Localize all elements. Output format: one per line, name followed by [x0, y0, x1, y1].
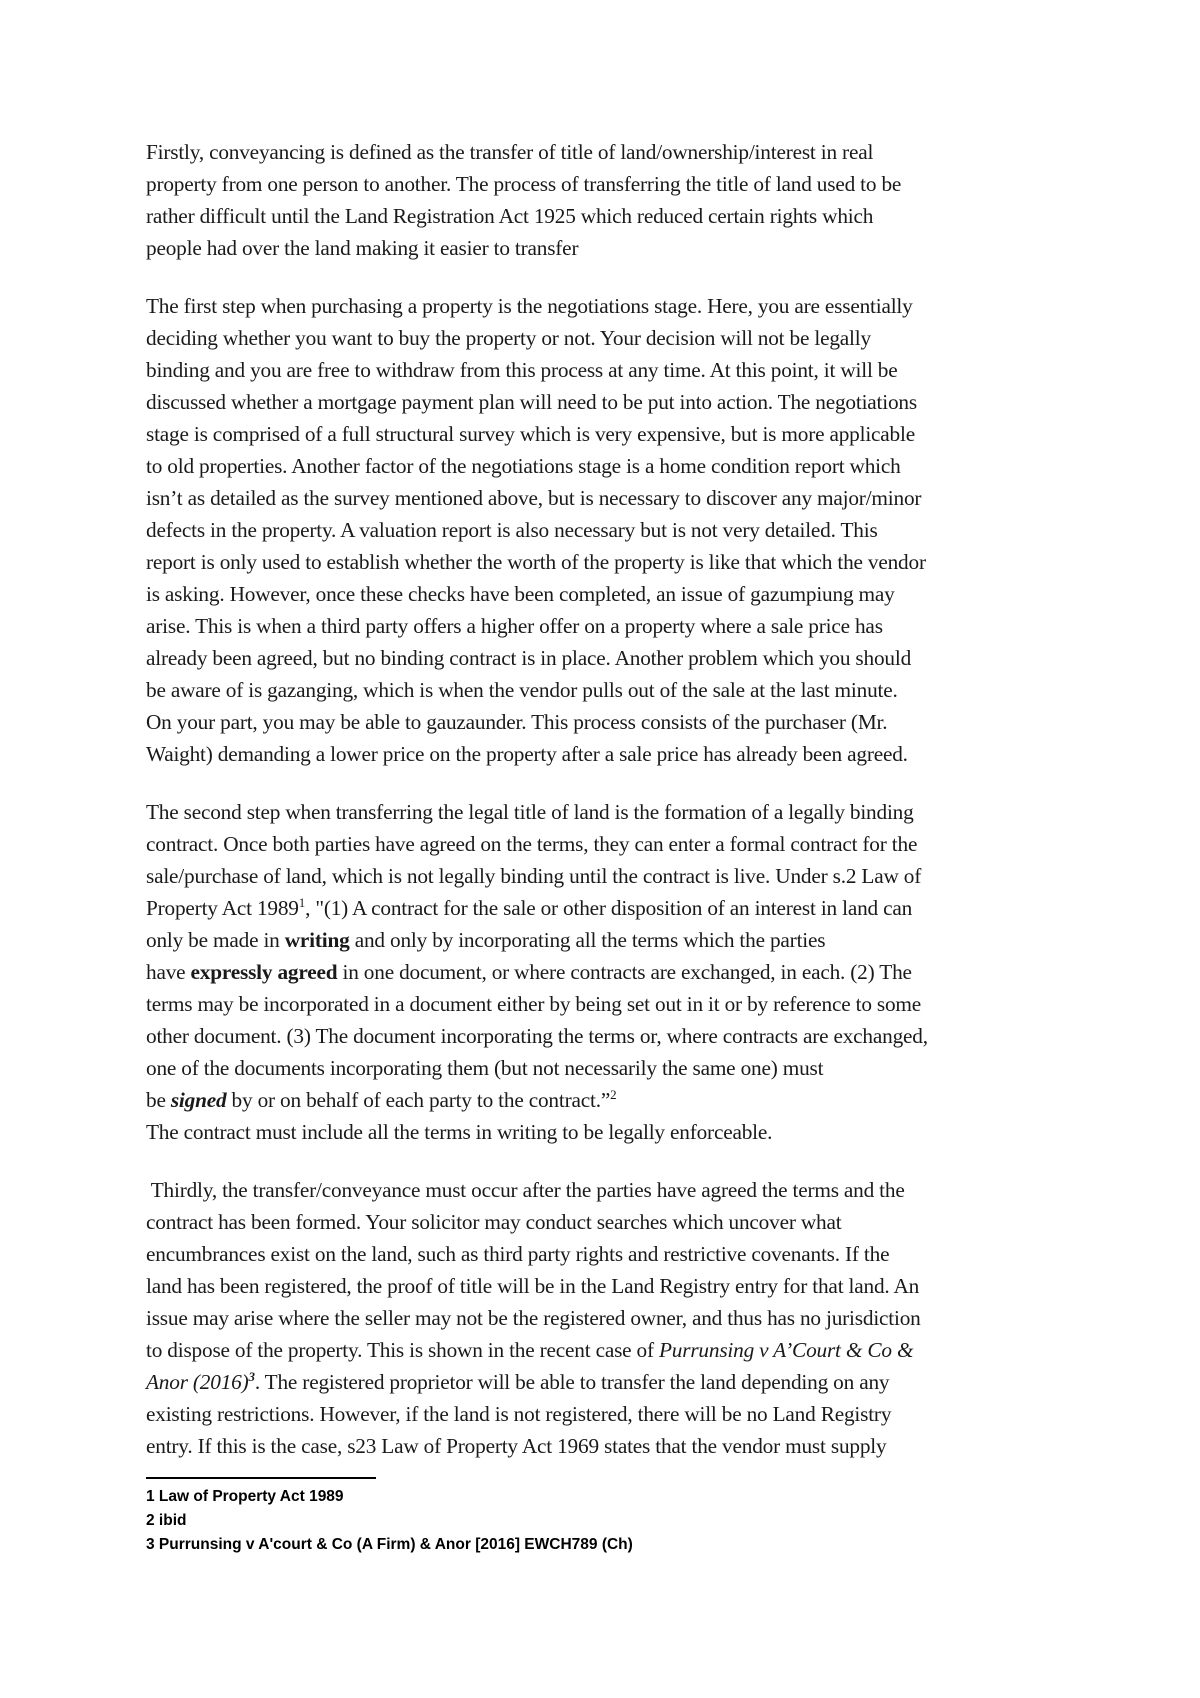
text-line: On your part, you may be able to gauzaunder. This process consists of the purchaser (Mr.	[146, 710, 888, 734]
text-line: issue may arise where the seller may not be the registered owner, and thus has no jurisdiction	[146, 1306, 921, 1330]
text-line: isn’t as detailed as the survey mentioned above, but is necessary to discover any major/minor	[146, 486, 922, 510]
text-run: in one document, or where contracts are exchanged, in each. (2) The	[337, 960, 912, 984]
text-line: already been agreed, but no binding contract is in place. Another problem which you should	[146, 646, 912, 670]
text-line: existing restrictions. However, if the land is not registered, there will be no Land Registry	[146, 1402, 892, 1426]
text-line: to old properties. Another factor of the negotiations stage is a home condition report which	[146, 454, 901, 478]
footnote-ref-2[interactable]: 2	[610, 1086, 617, 1102]
paragraph-intro	[146, 136, 1066, 264]
paragraph-contract	[146, 796, 1066, 1148]
text-line: report is only used to establish whether the worth of the property is like that which the vendor	[146, 550, 926, 574]
text-line: deciding whether you want to buy the property or not. Your decision will not be legally	[146, 326, 871, 350]
footnote-ref-3[interactable]: 3	[248, 1368, 255, 1384]
text-line: Thirdly, the transfer/conveyance must occur after the parties have agreed the terms and the	[146, 1178, 905, 1202]
case-name: Purrunsing v A’Court & Co &	[659, 1338, 914, 1362]
footnotes-section	[146, 1477, 646, 1557]
footnote-1: 1 Law of Property Act 1989	[146, 1488, 344, 1505]
text-line: arise. This is when a third party offers a higher offer on a property where a sale price has	[146, 614, 883, 638]
text-line: people had over the land making it easier to transfer	[146, 236, 579, 260]
text-line: is asking. However, once these checks have been completed, an issue of gazumpiung may	[146, 582, 895, 606]
text-line: The second step when transferring the legal title of land is the formation of a legally binding	[146, 800, 914, 824]
text-line: land has been registered, the proof of title will be in the Land Registry entry for that land. An	[146, 1274, 920, 1298]
text-run: have	[146, 960, 191, 984]
text-line: other document. (3) The document incorporating the terms or, where contracts are exchanged,	[146, 1024, 928, 1048]
text-line: Waight) demanding a lower price on the property after a sale price has already been agreed.	[146, 742, 908, 766]
paragraph-transfer	[146, 1174, 1066, 1462]
case-name: Anor (2016)	[146, 1370, 249, 1394]
text-line: binding and you are free to withdraw from this process at any time. At this point, it will be	[146, 358, 898, 382]
footnote-3: 3 Purrunsing v A'court & Co (A Firm) & Anor [2016] EWCH789 (Ch)	[146, 1536, 633, 1553]
text-line: defects in the property. A valuation report is also necessary but is not very detailed. This	[146, 518, 878, 542]
text-line	[146, 956, 1066, 988]
text-line: contract. Once both parties have agreed on the terms, they can enter a formal contract for the	[146, 832, 918, 856]
emphasis-writing: writing	[284, 928, 350, 952]
text-line: be aware of is gazanging, which is when the vendor pulls out of the sale at the last minute.	[146, 678, 898, 702]
emphasis-signed: signed	[170, 1088, 227, 1112]
text-line: sale/purchase of land, which is not legally binding until the contract is live. Under s.2 Law of	[146, 864, 922, 888]
text-line: one of the documents incorporating them (but not necessarily the same one) must	[146, 1056, 824, 1080]
footnote-separator	[146, 1477, 376, 1479]
text-line	[146, 1084, 1066, 1116]
footnote-2: 2 ibid	[146, 1512, 187, 1529]
text-line: encumbrances exist on the land, such as third party rights and restrictive covenants. If the	[146, 1242, 890, 1266]
text-run: to dispose of the property. This is shown in the recent case of	[146, 1338, 659, 1362]
text-line: discussed whether a mortgage payment plan will need to be put into action. The negotiations	[146, 390, 917, 414]
text-line: contract has been formed. Your solicitor may conduct searches which uncover what	[146, 1210, 842, 1234]
text-line: The contract must include all the terms in writing to be legally enforceable.	[146, 1120, 773, 1144]
footnote-ref-1[interactable]: 1	[298, 894, 306, 910]
text-line: stage is comprised of a full structural survey which is very expensive, but is more applicable	[146, 422, 915, 446]
text-line	[146, 1334, 1066, 1366]
text-line	[146, 892, 1066, 924]
text-run: only be made in	[146, 928, 285, 952]
quote-text: , "(1) A contract for the sale or other disposition of an interest in land can	[305, 896, 913, 920]
document-page	[146, 136, 1066, 1488]
text-line: terms may be incorporated in a document either by being set out in it or by reference to some	[146, 992, 922, 1016]
text-line	[146, 924, 1066, 956]
text-run: and only by incorporating all the terms which the parties	[349, 928, 826, 952]
text-line: rather difficult until the Land Registration Act 1925 which reduced certain rights which	[146, 204, 874, 228]
text-line: property from one person to another. The process of transferring the title of land used to be	[146, 172, 902, 196]
emphasis-expressly-agreed: expressly agreed	[190, 960, 338, 984]
paragraph-negotiations	[146, 290, 1066, 770]
text-run: be	[146, 1088, 171, 1112]
text-line: The first step when purchasing a property is the negotiations stage. Here, you are essentially	[146, 294, 913, 318]
text-run: by or on behalf of each party to the contract.”	[226, 1088, 611, 1112]
text-line: entry. If this is the case, s23 Law of Property Act 1969 states that the vendor must supply	[146, 1434, 887, 1458]
text-line: Firstly, conveyancing is defined as the transfer of title of land/ownership/interest in real	[146, 140, 874, 164]
text-run: . The registered proprietor will be able to transfer the land depending on any	[254, 1370, 890, 1394]
statute-name: Property Act 1989	[146, 896, 299, 920]
text-line	[146, 1366, 1066, 1398]
